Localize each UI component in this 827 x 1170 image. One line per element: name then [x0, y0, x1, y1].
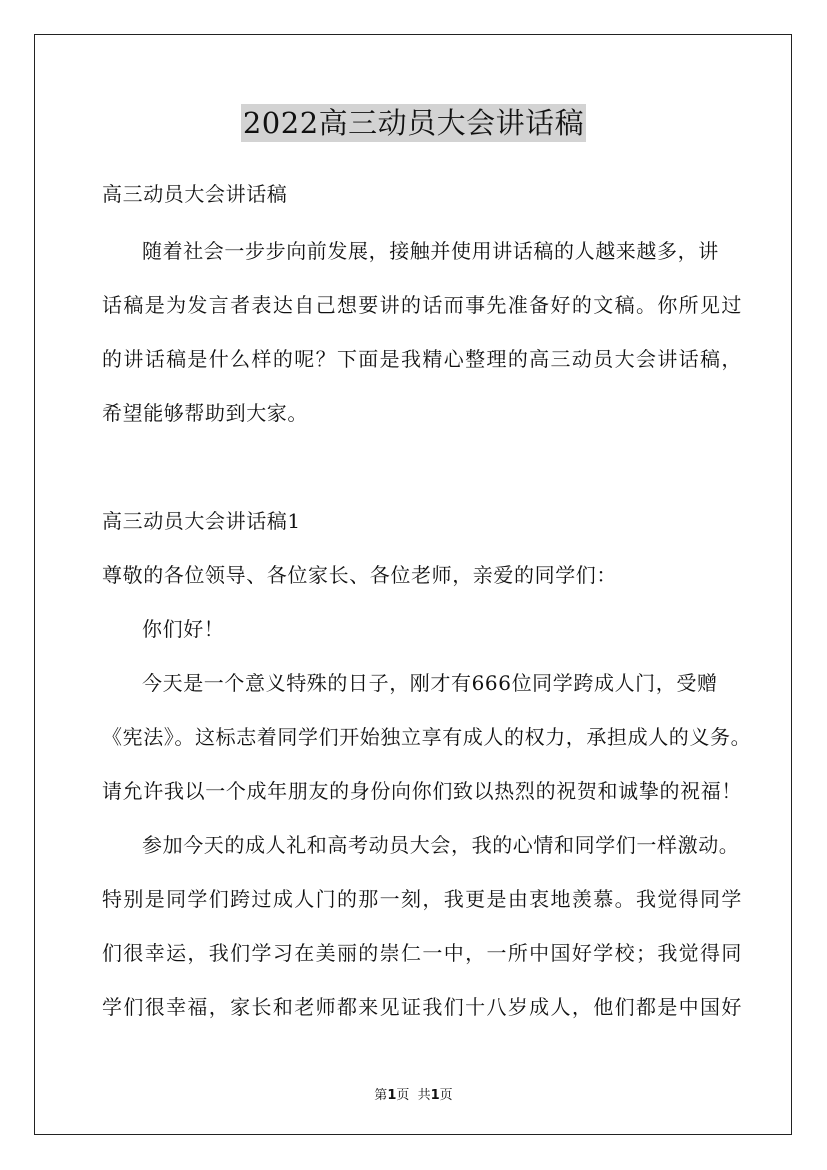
footer-suffix: 页	[439, 1088, 453, 1103]
paragraph-line: 学们很幸福，家长和老师都来见证我们十八岁成人，他们都是中国好	[102, 995, 742, 1019]
greeting-line: 你们好！	[142, 617, 225, 641]
footer-mid: 页 共	[396, 1088, 431, 1103]
paragraph-line: 《宪法》。这标志着同学们开始独立享有成人的权力，承担成人的义务。	[102, 725, 752, 749]
salutation-line: 尊敬的各位领导、各位家长、各位老师，亲爱的同学们：	[102, 563, 617, 587]
paragraph-line: 特别是同学们跨过成人门的那一刻，我更是由衷地羡慕。我觉得同学	[102, 887, 742, 911]
paragraph-line: 参加今天的成人礼和高考动员大会，我的心情和同学们一样激动。	[142, 833, 740, 857]
paragraph-line: 希望能够帮助到大家。	[102, 401, 308, 425]
paragraph-line: 今天是一个意义特殊的日子，刚才有666位同学跨成人门，受赠	[142, 671, 718, 695]
paragraph-line: 的讲话稿是什么样的呢？下面是我精心整理的高三动员大会讲话稿，	[102, 347, 742, 371]
title-container	[0, 104, 827, 142]
page-footer	[0, 1084, 827, 1103]
paragraph-line: 们很幸运，我们学习在美丽的崇仁一中，一所中国好学校；我觉得同	[102, 941, 742, 965]
paragraph-line: 话稿是为发言者表达自己想要讲的话而事先准备好的文稿。你所见过	[102, 293, 742, 317]
section-heading: 高三动员大会讲话稿	[102, 182, 288, 206]
section-heading: 高三动员大会讲话稿1	[102, 509, 301, 533]
page-total: 1	[430, 1088, 440, 1103]
document-title: 2022高三动员大会讲话稿	[242, 106, 585, 140]
paragraph-line: 随着社会一步步向前发展，接触并使用讲话稿的人越来越多，讲	[142, 239, 719, 263]
paragraph-line: 请允许我以一个成年朋友的身份向你们致以热烈的祝贺和诚挚的祝福！	[102, 779, 742, 803]
page-number: 1	[387, 1088, 397, 1103]
footer-prefix: 第	[374, 1088, 388, 1103]
